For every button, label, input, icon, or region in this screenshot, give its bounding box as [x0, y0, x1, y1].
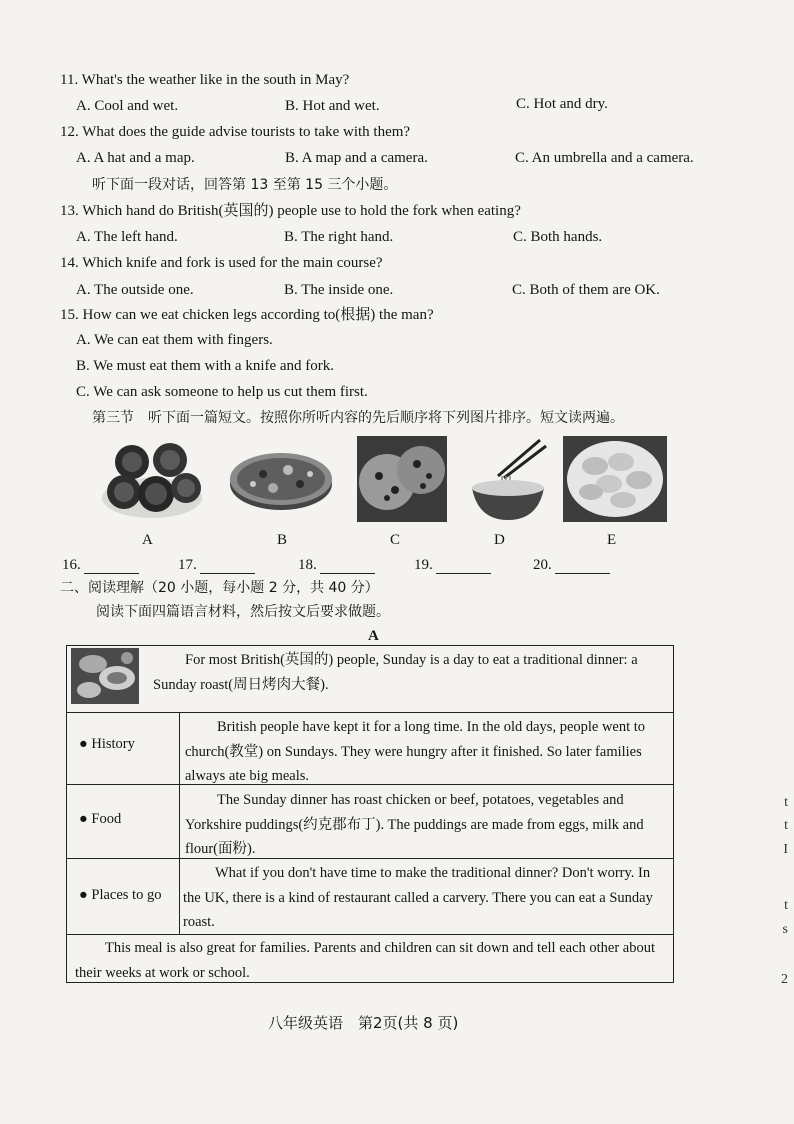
edge-mark-2: t: [784, 818, 788, 833]
edge-mark-1: t: [784, 795, 788, 810]
q14-option-c: C. Both of them are OK.: [512, 282, 660, 298]
passage-table: [66, 645, 674, 983]
q14-option-b: B. The inside one.: [284, 282, 394, 298]
row-label-places: ● Places to go: [79, 887, 162, 903]
row-label-food: ● Food: [79, 811, 122, 827]
part2-title: 二、阅读理解（20 小题，每小题 2 分，共 40 分）: [60, 580, 379, 596]
answer-blank-16[interactable]: 16.: [62, 556, 139, 574]
row-text-places: What if you don't have time to make the traditional dinner? Don't worry. In the UK, there is a kind of restaurant called a carvery. There you can eat a Sunday roast.: [183, 865, 653, 930]
edge-mark-4: t: [784, 898, 788, 913]
q12-option-b: B. A map and a camera.: [285, 150, 428, 166]
q12-option-c: C. An umbrella and a camera.: [515, 150, 694, 166]
answer-blank-18[interactable]: 18.: [298, 556, 375, 574]
picture-label-c: C: [390, 532, 401, 548]
q11-stem: 11. What's the weather like in the south in May?: [60, 72, 350, 88]
q12-option-a: A. A hat and a map.: [76, 150, 195, 166]
edge-mark-6: 2: [781, 972, 788, 987]
q14-option-a: A. The outside one.: [76, 282, 194, 298]
row-text-food: The Sunday dinner has roast chicken or beef, potatoes, vegetables and Yorkshire puddings(约克郡布丁). The puddings are made from eggs, milk and flour(面粉).: [185, 792, 644, 857]
instruction-13-15: 听下面一段对话，回答第 13 至第 15 三个小题。: [92, 177, 398, 193]
row-text-history: British people have kept it for a long time. In the old days, people went to church(教堂) on Sundays. They were hungry after it finished. So later families always ate big meals.: [185, 719, 646, 784]
answer-blank-17[interactable]: 17.: [178, 556, 255, 574]
noodles-picture: [468, 436, 548, 522]
q15-stem: 15. How can we eat chicken legs according to(根据) the man?: [60, 307, 434, 323]
q13-option-b: B. The right hand.: [284, 229, 394, 245]
answer-blank-19[interactable]: 19.: [414, 556, 491, 574]
q12-stem: 12. What does the guide advise tourists to take with them?: [60, 124, 411, 140]
picture-label-d: D: [494, 532, 505, 548]
q11-option-c: C. Hot and dry.: [516, 96, 608, 112]
answer-blank-20[interactable]: 20.: [533, 556, 610, 574]
row-label-history: ● History: [79, 736, 135, 752]
q13-option-c: C. Both hands.: [513, 229, 603, 245]
page-footer: 八年级英语 第2页(共 8 页): [268, 1014, 459, 1032]
part2-instruction: 阅读下面四篇语言材料，然后按文后要求做题。: [96, 604, 390, 620]
section3-instruction: 第三节 听下面一篇短文。按照你所听内容的先后顺序将下列图片排序。短文读两遍。: [92, 410, 624, 426]
edge-mark-5: s: [782, 922, 788, 937]
column-divider: [179, 712, 180, 934]
edge-mark-3: I: [783, 842, 788, 857]
mooncakes-picture: [100, 436, 205, 522]
table-intro: For most British(英国的) people, Sunday is a day to eat a traditional dinner: a Sunday roast(周日烤肉大餐).: [153, 652, 638, 693]
table-closing: This meal is also great for families. Parents and children can sit down and tell each other about their weeks at work or school.: [75, 940, 656, 981]
picture-label-e: E: [607, 532, 617, 548]
q15-option-b: B. We must eat them with a knife and fork.: [76, 358, 335, 374]
q11-option-a: A. Cool and wet.: [76, 98, 179, 114]
q15-option-a: A. We can eat them with fingers.: [76, 332, 273, 348]
q13-stem: 13. Which hand do British(英国的) people use to hold the fork when eating?: [60, 203, 521, 219]
picture-label-a: A: [142, 532, 153, 548]
q15-option-c: C. We can ask someone to help us cut them first.: [76, 384, 368, 400]
q13-option-a: A. The left hand.: [76, 229, 178, 245]
passage-label: A: [368, 628, 379, 644]
q14-stem: 14. Which knife and fork is used for the main course?: [60, 255, 383, 271]
cookies-picture: [357, 436, 447, 522]
picture-label-b: B: [277, 532, 288, 548]
roast-dinner-photo: [71, 648, 139, 709]
q11-option-b: B. Hot and wet.: [285, 98, 380, 114]
pizza-picture: [228, 446, 334, 512]
dumplings-picture: [563, 436, 667, 522]
